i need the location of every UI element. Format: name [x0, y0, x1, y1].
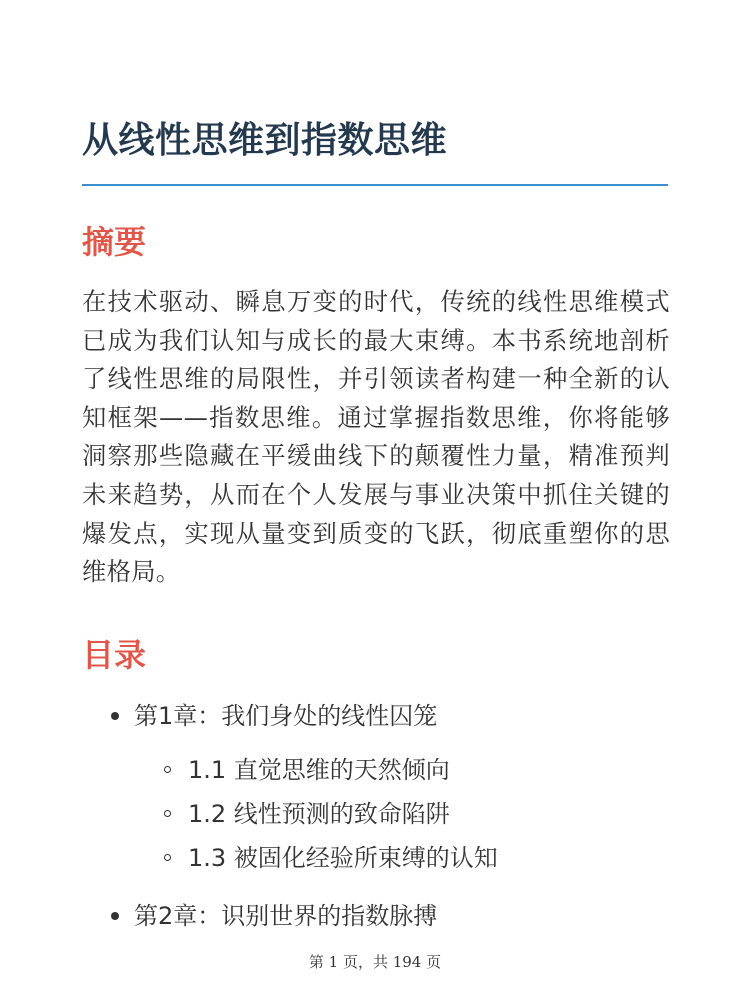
toc-chapter-2[interactable]	[82, 896, 670, 936]
hollow-bullet-icon	[164, 854, 171, 861]
bullet-icon	[111, 712, 119, 720]
page-indicator: 第 1 页，共 194 页	[308, 953, 442, 971]
toc-heading: 目录	[82, 636, 147, 674]
table-of-contents	[82, 696, 670, 936]
hollow-bullet-icon	[164, 766, 171, 773]
abstract-body: 在技术驱动、瞬息万变的时代，传统的线性思维模式已成为我们认知与成长的最大束缚。本书系统地剖析了线性思维的局限性，并引领读者构建一种全新的认知框架——指数思维。通过掌握指数思维，你将能够洞察那些隐藏在平缓曲线下的颠覆性力量，精准预判未来趋势，从而在个人发展与事业决策中抓住关键的爆发点，实现从量变到质变的飞跃，彻底重塑你的思维格局。	[82, 287, 670, 587]
toc-section-label: 1.2 线性预测的致命陷阱	[188, 800, 450, 828]
toc-chapter-1[interactable]	[82, 696, 670, 880]
abstract-heading: 摘要	[82, 223, 147, 261]
toc-section-label: 1.1 直觉思维的天然倾向	[188, 756, 450, 784]
toc-chapter-1-sections	[134, 748, 670, 880]
toc-section-1-3[interactable]	[134, 836, 670, 880]
toc-section-1-1[interactable]	[134, 748, 670, 792]
toc-chapter-label: 第2章：识别世界的指数脉搏	[134, 902, 438, 930]
title-divider	[82, 184, 668, 186]
document-title: 从线性思维到指数思维	[82, 120, 448, 161]
hollow-bullet-icon	[164, 810, 171, 817]
bullet-icon	[111, 912, 119, 920]
toc-chapter-label: 第1章：我们身处的线性囚笼	[134, 702, 438, 730]
toc-section-label: 1.3 被固化经验所束缚的认知	[188, 844, 498, 872]
toc-section-1-2[interactable]	[134, 792, 670, 836]
